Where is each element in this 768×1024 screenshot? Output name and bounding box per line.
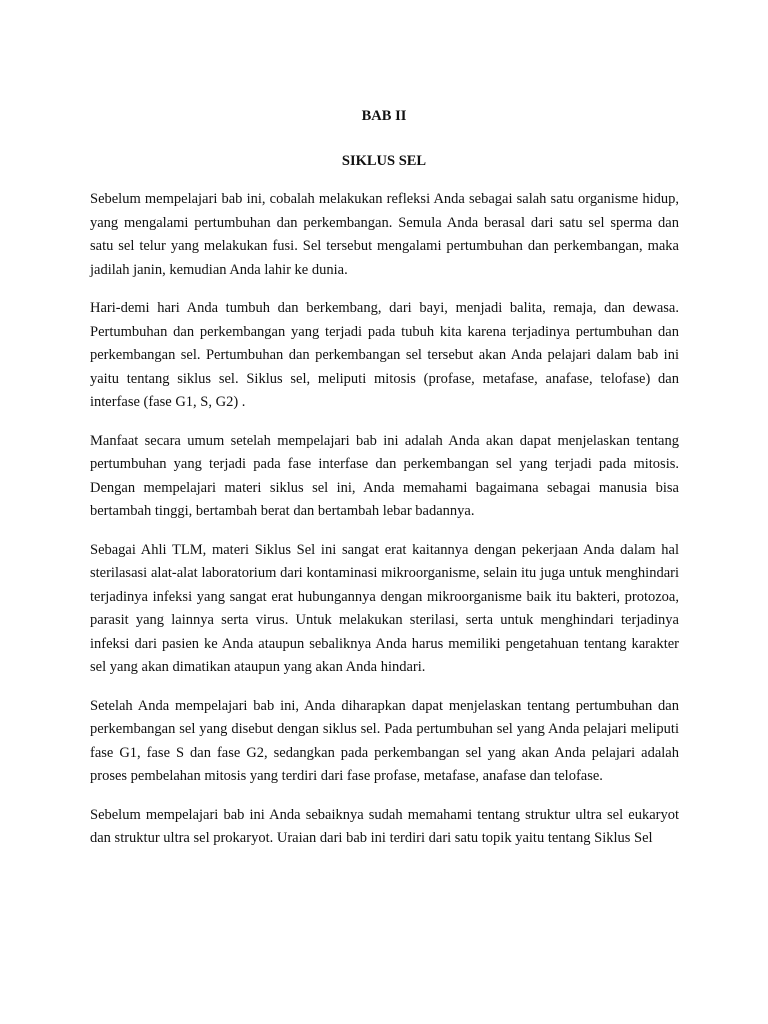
paragraph-learning-objectives: Setelah Anda mempelajari bab ini, Anda diharapkan dapat menjelaskan tentang pertumbuhan dan perkembangan sel yang disebut dengan siklus sel. Pada pertumbuhan sel yang Anda pelajari meliputi fase G1, fase S dan fase G2, sedangkan pada perkembangan sel yang akan Anda pelajari adalah proses pembelahan mitosis yang terdiri dari fase profase, metafase, anafase dan telofase.	[90, 697, 679, 784]
paragraph-benefits: Manfaat secara umum setelah mempelajari bab ini adalah Anda akan dapat menjelaskan tentang pertumbuhan yang terjadi pada fase interfase dan perkembangan sel yang terjadi pada mitosis. Dengan mempelajari materi siklus sel ini, Anda memahami bagaimana sebagai manusia bisa bertambah tinggi, bertambah berat dan bertambah lebar badannya.	[90, 432, 679, 519]
chapter-heading: BAB II	[361, 108, 407, 124]
chapter-title: SIKLUS SEL	[341, 153, 427, 169]
document-body	[90, 188, 679, 866]
paragraph-tlm-relevance: Sebagai Ahli TLM, materi Siklus Sel ini sangat erat kaitannya dengan pekerjaan Anda dalam hal sterilasasi alat-alat laboratorium dari kontaminasi mikroorganisme, selain itu juga untuk menghindari terjadinya infeksi yang sangat erat hubungannya dengan mikroorganisme baik itu bakteri, protozoa, parasit yang lainnya serta virus. Untuk melakukan sterilasi, serta untuk menghindari terjadinya infeksi dari pasien ke Anda ataupun sebaliknya Anda harus memiliki pengetahuan tentang karakter sel yang akan dimatikan ataupun yang akan Anda hindari.	[90, 541, 679, 675]
paragraph-growth-development: Hari-demi hari Anda tumbuh dan berkembang, dari bayi, menjadi balita, remaja, dan dewasa. Pertumbuhan dan perkembangan yang terjadi pada tubuh kita karena terjadinya pertumbuhan dan perkembangan sel. Pertumbuhan dan perkembangan sel tersebut akan Anda pelajari dalam bab ini yaitu tentang siklus sel. Siklus sel, meliputi mitosis (profase, metafase, anafase, telofase) dan interfase (fase G1, S, G2) .	[90, 300, 679, 410]
paragraph-prerequisites: Sebelum mempelajari bab ini Anda sebaiknya sudah memahami tentang struktur ultra sel eukaryot dan struktur ultra sel prokaryot. Uraian dari bab ini terdiri dari satu topik yaitu tentang Siklus Sel	[90, 806, 679, 846]
paragraph-intro-reflection: Sebelum mempelajari bab ini, cobalah melakukan refleksi Anda sebagai salah satu organisme hidup, yang mengalami pertumbuhan dan perkembangan. Semula Anda berasal dari satu sel sperma dan satu sel telur yang melakukan fusi. Sel tersebut mengalami pertumbuhan dan perkembangan, maka jadilah janin, kemudian Anda lahir ke dunia.	[90, 191, 679, 278]
